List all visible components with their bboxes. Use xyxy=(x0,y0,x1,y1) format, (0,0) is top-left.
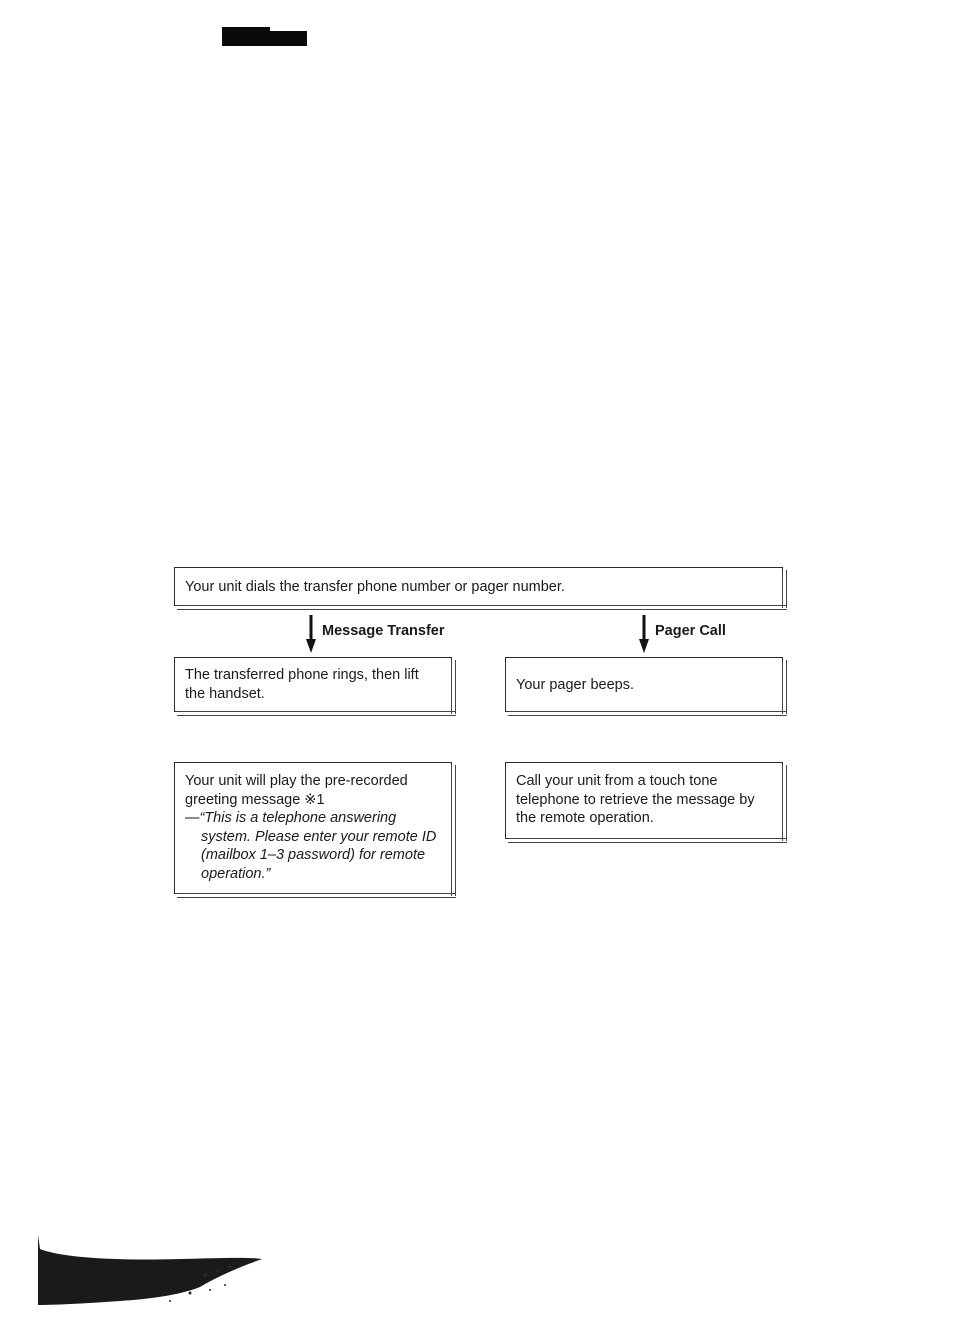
greeting-quote-lead: —“This is a telephone answering xyxy=(185,810,397,827)
greeting-message-box xyxy=(174,762,452,894)
down-arrow-icon xyxy=(639,615,649,653)
remote-retrieve-text: Call your unit from a touch tone telephone to retrieve the message by the remote operation. xyxy=(516,773,755,827)
pager-beeps-text: Your pager beeps. xyxy=(516,677,634,693)
message-transfer-label: Message Transfer xyxy=(322,623,445,639)
section-header-bar xyxy=(222,27,307,46)
message-transfer-branch xyxy=(306,615,445,653)
pager-beeps-box xyxy=(505,657,783,712)
scan-artifact xyxy=(30,1235,270,1310)
greeting-message-text: Your unit will play the pre-recorded greeting message ※1 xyxy=(185,773,408,808)
phone-rings-box xyxy=(174,657,452,712)
pager-call-branch xyxy=(639,615,726,653)
greeting-quote-rest: system. Please enter your remote ID (mailbox 1–3 password) for remote operation.” xyxy=(201,828,437,882)
start-box xyxy=(174,567,783,606)
phone-rings-text: The transferred phone rings, then lift the handset. xyxy=(185,667,419,702)
down-arrow-icon xyxy=(306,615,316,653)
remote-retrieve-box xyxy=(505,762,783,839)
start-text: Your unit dials the transfer phone number or pager number. xyxy=(185,579,565,595)
pager-call-label: Pager Call xyxy=(655,623,726,639)
